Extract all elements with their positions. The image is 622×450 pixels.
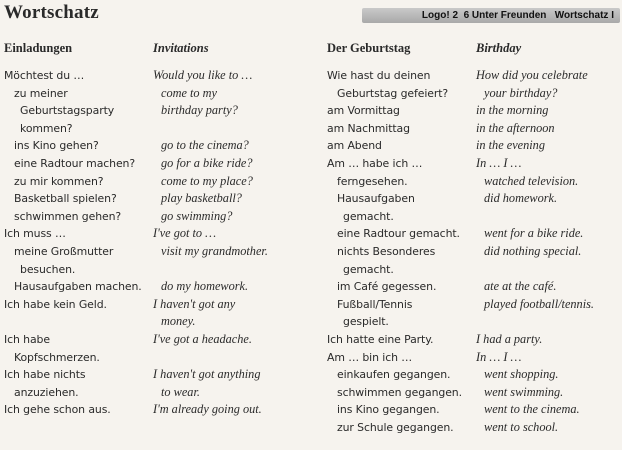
right-german-entry: ferngesehen.: [337, 174, 408, 188]
right-english-entry: went for a bike ride.: [484, 226, 584, 241]
right-german-entry: am Vormittag: [327, 104, 400, 118]
right-english-entry: in the afternoon: [476, 120, 555, 135]
left-english-entry: I haven't got any: [153, 296, 236, 311]
right-german-entry: Ich hatte eine Party.: [327, 333, 434, 346]
banner-book: Logo! 2: [421, 10, 459, 21]
left-german-entry: Ich muss …: [4, 227, 66, 241]
right-german-entry: zur Schule gegangen.: [337, 421, 454, 434]
right-english-entry: went swimming.: [484, 384, 564, 399]
left-english-entry: do my homework.: [161, 279, 249, 294]
left-english-entry: I've got to …: [153, 226, 217, 241]
left-english-entry: Would you like to …: [153, 68, 253, 82]
right-german-entry: ins Kino gegangen.: [337, 403, 440, 417]
right-german-entry: nichts Besonderes: [337, 245, 436, 258]
right-english-entry: ate at the café.: [484, 279, 557, 294]
right-english-entry: In … I …: [476, 156, 522, 170]
left-english-entry: to wear.: [161, 384, 200, 399]
left-german-entry: Basketball spielen?: [14, 192, 117, 206]
right-german-entry: Am … bin ich …: [327, 350, 413, 364]
left-english-entry: go for a bike ride?: [161, 156, 253, 170]
left-german-entry: Hausaufgaben machen.: [14, 280, 142, 294]
left-german-entry: ins Kino gehen?: [14, 139, 99, 153]
banner-section: Wortschatz I: [554, 10, 614, 21]
left-german-entry: anzuziehen.: [14, 385, 79, 399]
right-english-entry: did homework.: [484, 191, 558, 206]
left-german-header: Einladungen: [4, 41, 73, 55]
right-german-entry: gespielt.: [343, 315, 389, 329]
left-english-entry: birthday party?: [161, 103, 238, 118]
right-english-entry: went to the cinema.: [484, 402, 580, 417]
left-english-entry: go swimming?: [161, 208, 233, 223]
left-english-entry: go to the cinema?: [161, 138, 249, 153]
right-english-entry: went to school.: [484, 420, 559, 434]
right-english-entry: in the morning: [476, 103, 549, 118]
right-english-entry: I had a party.: [476, 332, 543, 346]
right-german-entry: gemacht.: [343, 209, 394, 223]
left-german-entry: Ich habe nichts: [4, 368, 86, 382]
right-english-entry: How did you celebrate: [476, 68, 588, 82]
right-german-entry: Geburtstag gefeiert?: [337, 86, 449, 100]
right-german-entry: am Abend: [327, 139, 382, 153]
left-german-entry: Ich habe kein Geld.: [4, 297, 107, 311]
left-english-header: Invitations: [153, 41, 209, 55]
left-german-entry: Möchtest du …: [4, 69, 85, 82]
right-english-entry: went shopping.: [484, 367, 559, 382]
left-english-entry: money.: [161, 314, 196, 329]
left-german-entry: Kopfschmerzen.: [14, 350, 100, 364]
right-german-entry: Hausaufgaben: [337, 192, 415, 206]
left-german-entry: zu meiner: [14, 86, 68, 100]
left-german-entry: eine Radtour machen?: [14, 157, 136, 170]
right-english-entry: your birthday?: [484, 85, 558, 100]
left-english-entry: I've got a headache.: [153, 332, 252, 346]
left-german-entry: schwimmen gehen?: [14, 209, 122, 223]
right-english-entry: played football/tennis.: [484, 296, 594, 311]
right-english-entry: did nothing special.: [484, 244, 582, 258]
right-german-header: Der Geburtstag: [327, 41, 411, 55]
right-english-entry: In … I …: [476, 349, 522, 364]
right-german-entry: gemacht.: [343, 262, 394, 276]
right-english-entry: in the evening: [476, 138, 545, 153]
right-german-entry: eine Radtour gemacht.: [337, 227, 460, 241]
left-english-entry: I haven't got anything: [153, 367, 261, 382]
right-german-entry: Wie hast du deinen: [327, 69, 431, 82]
banner-chapter: 6 Unter Freunden: [463, 10, 547, 21]
left-english-entry: play basketball?: [161, 191, 242, 206]
right-german-entry: im Café gegessen.: [337, 280, 437, 294]
left-english-entry: I'm already going out.: [153, 402, 262, 417]
left-german-entry: besuchen.: [20, 262, 76, 276]
left-german-entry: meine Großmutter: [14, 245, 114, 258]
chapter-banner: [362, 8, 620, 23]
right-english-header: Birthday: [476, 41, 522, 55]
left-english-entry: come to my place?: [161, 173, 253, 188]
right-english-entry: watched television.: [484, 173, 579, 188]
left-german-entry: Ich gehe schon aus.: [4, 403, 111, 417]
page-title: Wortschatz: [4, 2, 99, 23]
left-english-entry: visit my grandmother.: [161, 244, 268, 258]
left-english-entry: come to my: [161, 85, 217, 100]
right-german-entry: einkaufen gegangen.: [337, 368, 451, 382]
left-german-entry: zu mir kommen?: [14, 174, 104, 188]
right-german-entry: am Nachmittag: [327, 121, 410, 135]
left-german-entry: Ich habe: [4, 333, 50, 346]
right-german-entry: schwimmen gegangen.: [337, 385, 462, 399]
right-german-entry: Fußball/Tennis: [337, 297, 413, 311]
left-german-entry: kommen?: [20, 121, 73, 135]
right-german-entry: Am … habe ich …: [327, 157, 423, 170]
left-german-entry: Geburtstagsparty: [20, 104, 115, 118]
